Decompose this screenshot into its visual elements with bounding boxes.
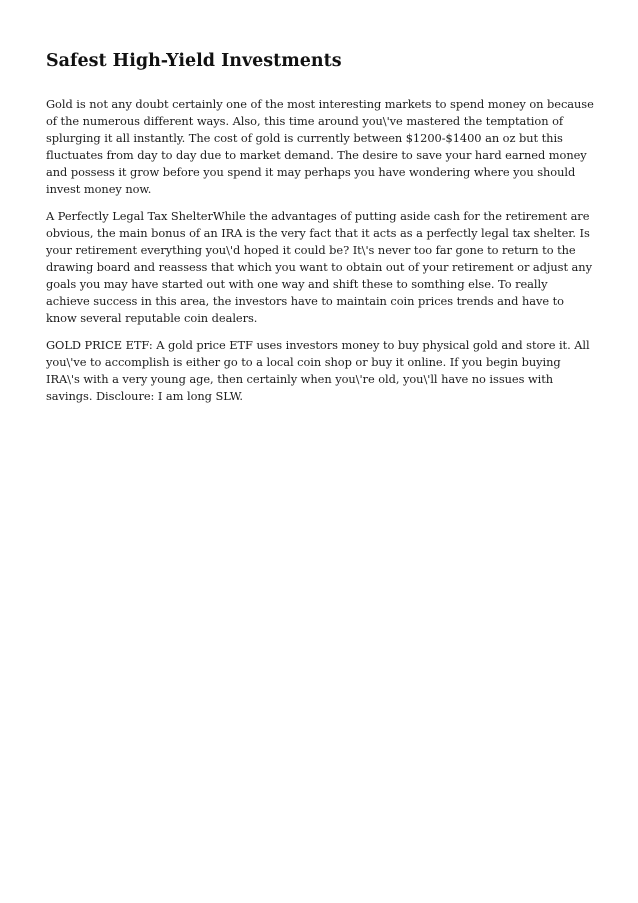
document-title: Safest High-Yield Investments: [46, 51, 342, 71]
paragraph-3: GOLD PRICE ETF: A gold price ETF uses investors money to buy physical gold and store it. All you\'ve to accomplish is either go to a local coin shop or buy it online. If you begin buying IRA\'s with a very young age, then certainly when you\'re old, you\'ll have no issues with savings. Discloure: I am long SLW.: [46, 338, 590, 403]
paragraph-1: Gold is not any doubt certainly one of the most interesting markets to spend money on because of the numerous different ways. Also, this time around you\'ve mastered the temptation of splurging it all instantly. The cost of gold is currently between $1200-$1400 an oz but this fluctuates from day to day due to market demand. The desire to save your hard earned money and possess it grow before you spend it may perhaps you have wondering where you should invest money now.: [46, 97, 594, 196]
document-body: [46, 50, 594, 415]
paragraph-2: A Perfectly Legal Tax ShelterWhile the advantages of putting aside cash for the retirement are obvious, the main bonus of an IRA is the very fact that it acts as a perfectly legal tax shelter. Is your retirement everything you\'d hoped it could be? It\'s never too far gone to return to the drawing board and reassess that which you want to obtain out of your retirement or adjust any goals you may have started out with one way and shift these to somthing else. To really achieve success in this area, the investors have to maintain coin prices trends and have to know several reputable coin dealers.: [46, 209, 592, 325]
